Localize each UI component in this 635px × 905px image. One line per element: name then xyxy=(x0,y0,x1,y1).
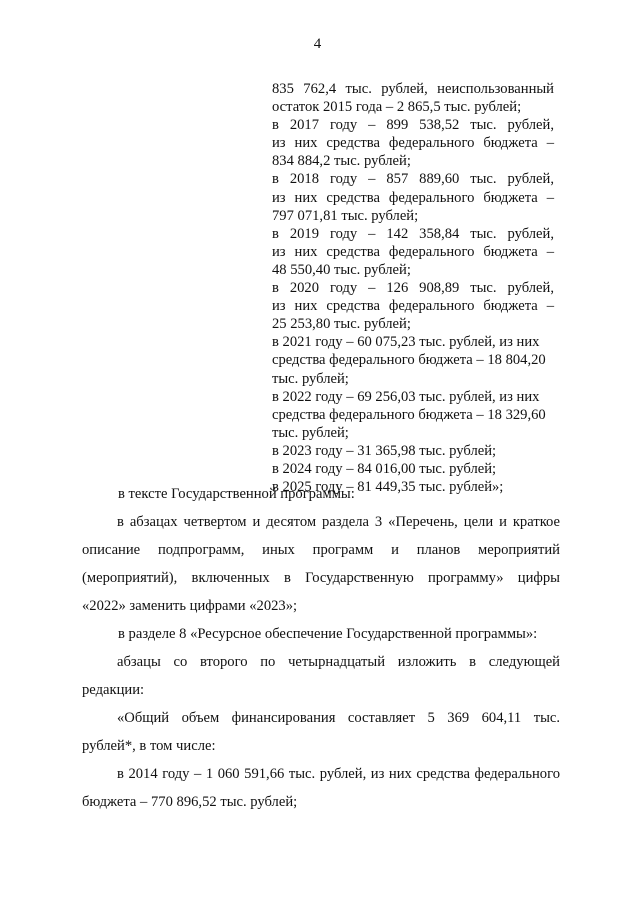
paragraph-2014-funding xyxy=(82,760,560,816)
column-line: тыс. рублей; xyxy=(272,424,349,441)
paragraph-replace xyxy=(82,648,560,704)
paragraph-line: в 2014 году – 1 060 591,66 тыс. рублей, из них средства федерального xyxy=(117,766,560,782)
column-line: в 2025 году – 81 449,35 тыс. рублей»; xyxy=(272,479,504,496)
paragraph-line: «2022» заменить цифрами «2023»; xyxy=(82,598,298,614)
paragraph-line: в разделе 8 «Ресурсное обеспечение Государственной программы»: xyxy=(118,626,538,642)
column-line: из них средства федерального бюджета – xyxy=(272,243,554,260)
column-line: 835 762,4 тыс. рублей, неиспользованный xyxy=(272,81,554,97)
column-line: в 2018 году – 857 889,60 тыс. рублей, xyxy=(272,171,554,188)
page-number: 4 xyxy=(313,36,322,52)
column-line: в 2024 году – 84 016,00 тыс. рублей; xyxy=(272,460,497,477)
column-line: тыс. рублей; xyxy=(272,370,349,387)
paragraph-section-3 xyxy=(82,508,560,620)
paragraph-line: абзацы со второго по четырнадцатый изложить в следующей xyxy=(117,654,560,670)
paragraph-line: бюджета – 770 896,52 тыс. рублей; xyxy=(82,794,298,810)
column-line: в 2019 году – 142 358,84 тыс. рублей, xyxy=(272,225,554,242)
paragraph-total-funding xyxy=(82,704,560,760)
paragraph-line: описание подпрограмм, иных программ и планов мероприятий xyxy=(82,542,560,558)
column-line: в 2022 году – 69 256,03 тыс. рублей, из них xyxy=(272,388,540,405)
paragraph-line: в тексте Государственной программы: xyxy=(118,486,355,502)
column-line: 48 550,40 тыс. рублей; xyxy=(272,261,411,278)
column-line: 834 884,2 тыс. рублей; xyxy=(272,153,411,170)
column-line: из них средства федерального бюджета – xyxy=(272,298,554,315)
paragraph-line: «Общий объем финансирования составляет 5 369 604,11 тыс. xyxy=(117,710,560,726)
paragraph-program-text xyxy=(118,480,578,508)
column-line: 797 071,81 тыс. рублей; xyxy=(272,207,419,224)
column-line: остаток 2015 года – 2 865,5 тыс. рублей; xyxy=(272,99,522,116)
paragraph-section-8 xyxy=(118,620,578,648)
funding-by-year-column xyxy=(272,80,554,496)
column-line: из них средства федерального бюджета – xyxy=(272,135,554,152)
paragraph-line: редакции: xyxy=(82,682,145,698)
column-line: в 2023 году – 31 365,98 тыс. рублей; xyxy=(272,442,497,459)
column-line: средства федерального бюджета – 18 804,20 xyxy=(272,352,546,369)
column-line: в 2020 году – 126 908,89 тыс. рублей, xyxy=(272,280,554,297)
paragraph-line: (мероприятий), включенных в Государственную программу» цифры xyxy=(82,570,560,586)
paragraph-line: в абзацах четвертом и десятом раздела 3 «Перечень, цели и краткое xyxy=(117,514,560,530)
column-line: средства федерального бюджета – 18 329,60 xyxy=(272,406,546,423)
column-line: 25 253,80 тыс. рублей; xyxy=(272,316,411,333)
column-line: из них средства федерального бюджета – xyxy=(272,189,554,206)
column-line: в 2021 году – 60 075,23 тыс. рублей, из них xyxy=(272,334,540,351)
column-line: в 2017 году – 899 538,52 тыс. рублей, xyxy=(272,117,554,134)
paragraph-line: рублей*, в том числе: xyxy=(82,738,216,754)
